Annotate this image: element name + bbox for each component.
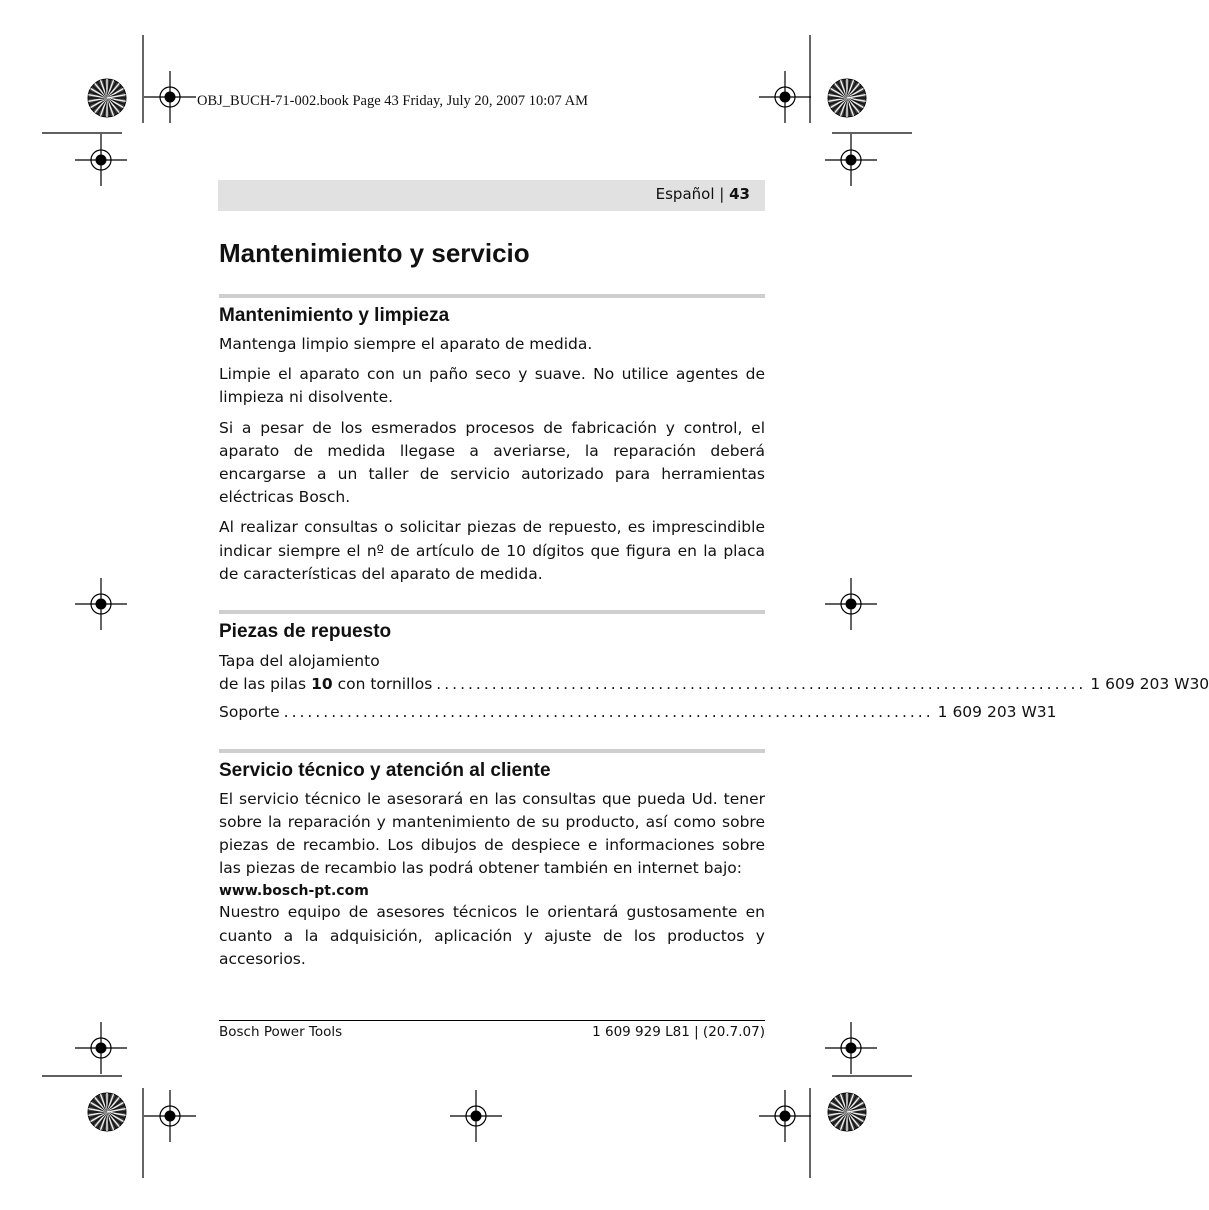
label-text: con tornillos (332, 675, 433, 694)
section-heading: Piezas de repuesto (219, 621, 392, 643)
parts-item-row (219, 701, 1057, 724)
label-text: de las pilas (219, 675, 312, 694)
paragraph: El servicio técnico le asesorará en las consultas que pueda Ud. tener sobre la reparación y mantenimiento de su producto, así como sobre piezas de recambio. Los dibujos de despiece e informaciones sobre las piezas de recambio las podrá obtener también en internet bajo: (219, 789, 765, 878)
paragraph: Mantenga limpio siempre el aparato de medida. (219, 335, 593, 353)
website-link[interactable]: www.bosch-pt.com (219, 883, 369, 900)
parts-item-row (219, 673, 1209, 696)
paragraph: Al realizar consultas o solicitar piezas de repuesto, es imprescindible indicar siempre el nº de artículo de 10 dígitos que figura en la placa de características del aparato de medida. (219, 518, 765, 583)
section-spare-parts (219, 610, 1209, 725)
parts-item (219, 701, 1057, 724)
parts-item-line: Tapa del alojamiento (219, 652, 380, 671)
running-header (218, 180, 765, 211)
header-text (656, 185, 750, 203)
header-separator: | (719, 185, 725, 203)
print-slug: OBJ_BUCH-71-002.book Page 43 Friday, July 20, 2007 10:07 AM (197, 93, 588, 109)
section-service (219, 749, 765, 971)
footer-rule (219, 1020, 765, 1021)
parts-item (219, 650, 1209, 696)
page-content (219, 232, 1209, 971)
paragraph: Si a pesar de los esmerados procesos de fabricación y control, el aparato de medida llegase a averiarse, la reparación deberá encargarse a un taller de servicio autorizado para herramientas eléctricas Bosch. (219, 418, 765, 507)
parts-item-label (219, 673, 432, 696)
dot-leader: .................................................................................. (436, 675, 1087, 694)
parts-item-label: Soporte (219, 703, 280, 722)
header-page-number: 43 (729, 185, 750, 203)
footer-code: 1 609 929 L81 | (20.7.07) (592, 1024, 765, 1040)
label-ref: 10 (311, 675, 333, 694)
page-title: Mantenimiento y servicio (219, 238, 530, 268)
section-heading: Mantenimiento y limpieza (219, 305, 450, 326)
header-language: Español (655, 185, 715, 203)
part-number: 1 609 203 W31 (937, 703, 1057, 722)
part-number: 1 609 203 W30 (1090, 675, 1209, 694)
section-maintenance (219, 294, 765, 586)
section-heading: Servicio técnico y atención al cliente (219, 759, 551, 781)
paragraph: Nuestro equipo de asesores técnicos le orientará gustosamente en cuanto a la adquisición, aplicación y ajuste de los productos y accesorios. (219, 903, 765, 968)
dot-leader: .................................................................................. (283, 703, 934, 722)
paragraph: Limpie el aparato con un paño seco y suave. No utilice agentes de limpieza ni disolvente. (219, 365, 765, 407)
footer-company: Bosch Power Tools (219, 1024, 343, 1040)
